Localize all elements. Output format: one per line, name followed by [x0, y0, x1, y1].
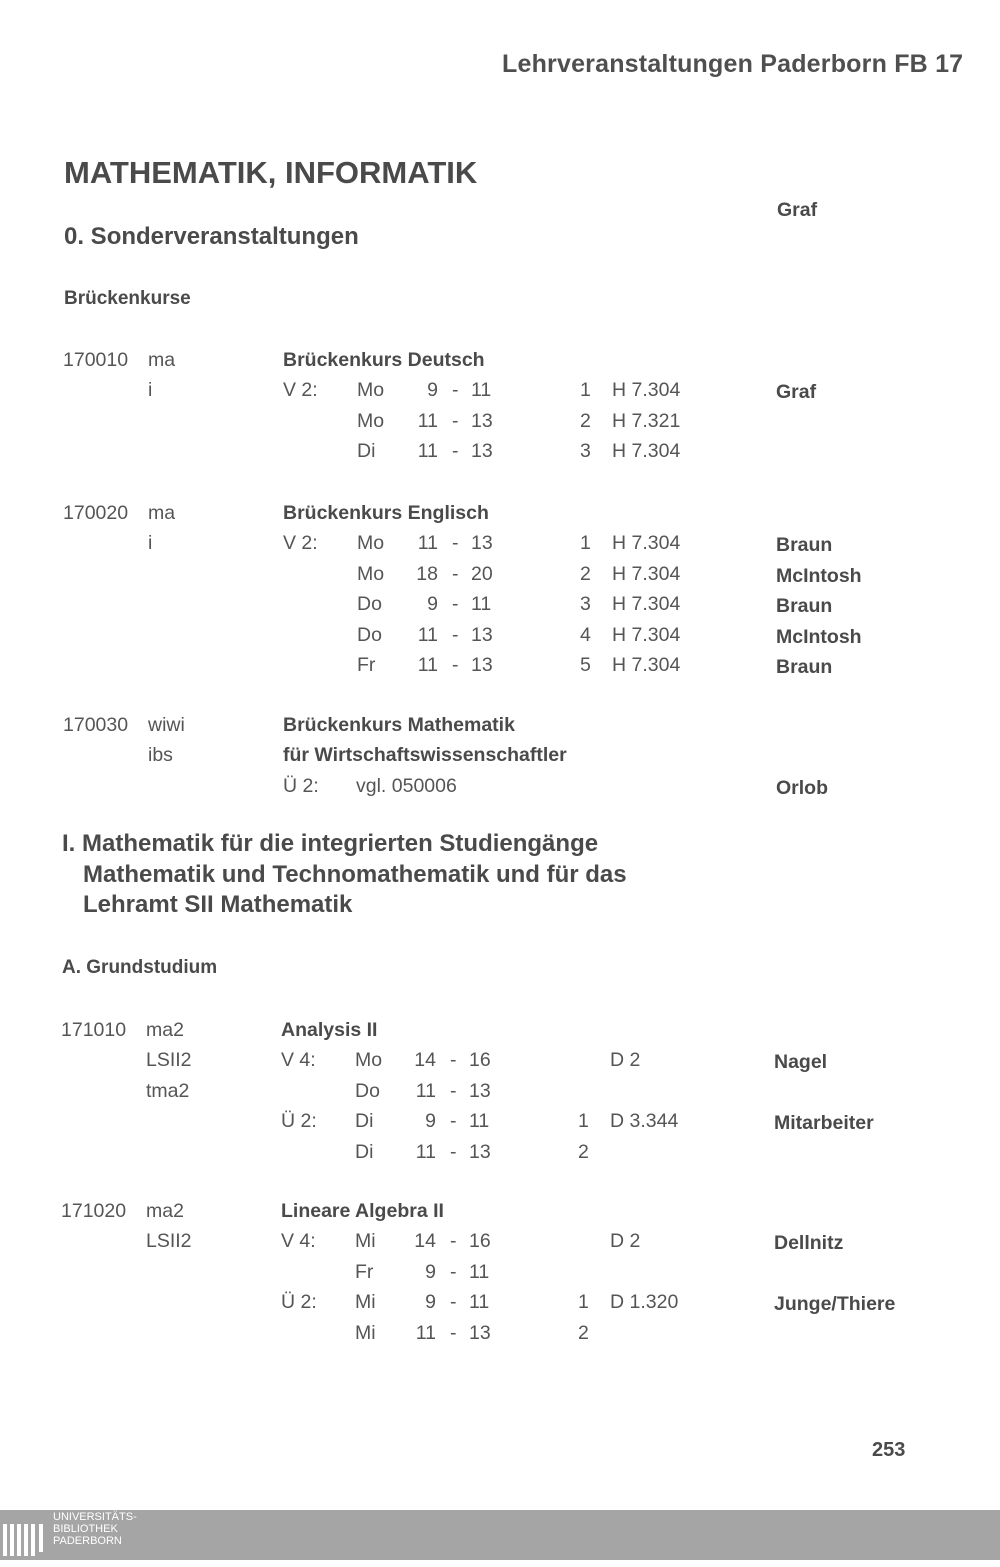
session-start-time: 14 [414, 1049, 436, 1072]
room: D 3.344 [610, 1110, 679, 1133]
library-name [53, 1511, 137, 1547]
section-0-subsection: Brückenkurse [64, 288, 191, 309]
course-code: ibs [148, 744, 173, 767]
room: H 7.304 [612, 440, 681, 463]
session-start-time: 9 [425, 1110, 436, 1133]
course-code: ma2 [146, 1019, 184, 1041]
course-number: 170010 [63, 349, 129, 371]
session-type: V 2: [283, 532, 318, 555]
session-start-time: 9 [427, 593, 438, 616]
footer-bar [0, 1510, 1000, 1560]
time-separator: - [450, 1291, 457, 1314]
lecturer: Graf [776, 381, 817, 404]
library-barcode-logo-icon [3, 1524, 45, 1556]
session-day: Fr [357, 654, 376, 676]
session-type: V 4: [281, 1049, 316, 1072]
session-end-time: 13 [471, 409, 493, 432]
section-1-title [62, 829, 627, 921]
lecturer: Dellnitz [774, 1232, 844, 1255]
session-day: Mo [357, 532, 385, 555]
course-number: 170020 [63, 502, 129, 524]
room: H 7.321 [612, 409, 681, 432]
time-separator: - [452, 593, 459, 616]
group-number: 2 [578, 1321, 589, 1344]
session-end-time: 16 [469, 1049, 491, 1072]
group-number: 1 [578, 1110, 589, 1133]
course-code: ma [148, 502, 176, 524]
session-end-time: 16 [469, 1230, 491, 1253]
course-number: 170030 [63, 714, 129, 736]
room: H 7.304 [612, 593, 681, 616]
group-number: 2 [578, 1140, 589, 1163]
session-end-time: 11 [471, 593, 492, 616]
session-start-time: 11 [415, 1140, 436, 1163]
group-number: 2 [580, 562, 591, 585]
room: D 2 [610, 1049, 641, 1072]
session-end-time: 11 [471, 379, 492, 402]
session-end-time: 13 [471, 532, 493, 555]
room: D 1.320 [610, 1291, 679, 1314]
course-code: ma [148, 349, 176, 371]
time-separator: - [450, 1140, 457, 1163]
session-day: Do [357, 593, 382, 616]
room: H 7.304 [612, 562, 681, 585]
course-title: für Wirtschaftswissenschaftler [283, 744, 567, 767]
course-number: 171020 [61, 1200, 127, 1222]
session-end-time: 13 [469, 1079, 491, 1102]
room: D 2 [610, 1230, 641, 1253]
group-number: 5 [580, 654, 591, 676]
chapter-title: MATHEMATIK, INFORMATIK [64, 155, 478, 190]
course-code: LSII2 [146, 1230, 192, 1253]
session-day: Fr [355, 1260, 374, 1283]
session-end-time: 13 [471, 654, 493, 676]
session-start-time: 9 [425, 1291, 436, 1314]
course-code: i [148, 379, 153, 402]
session-end-time: 13 [471, 623, 493, 646]
session-start-time: 11 [417, 532, 438, 555]
course-code: wiwi [148, 714, 185, 736]
session-end-time: 13 [469, 1321, 491, 1344]
lecturer: McIntosh [776, 625, 862, 648]
group-number: 1 [580, 532, 591, 555]
course-code: i [148, 532, 153, 555]
session-day: Mi [355, 1321, 376, 1344]
session-start-time: 9 [427, 379, 438, 402]
time-separator: - [452, 409, 459, 432]
session-end-time: 11 [469, 1291, 490, 1314]
session-day: Mo [355, 1049, 383, 1072]
time-separator: - [452, 623, 459, 646]
library-name-line: UNIVERSITÄTS- [53, 1511, 137, 1523]
session-day: Mi [355, 1230, 376, 1253]
time-separator: - [450, 1321, 457, 1344]
group-number: 1 [578, 1291, 589, 1314]
room: H 7.304 [612, 623, 681, 646]
session-type: Ü 2: [283, 774, 319, 797]
section-1-subsection: A. Grundstudium [62, 957, 218, 978]
time-separator: - [450, 1260, 457, 1283]
session-start-time: 9 [425, 1260, 436, 1283]
room: H 7.304 [612, 532, 681, 555]
lecturer: Braun [776, 534, 833, 557]
session-start-time: 11 [415, 1079, 436, 1102]
session-start-time: 11 [417, 623, 438, 646]
time-separator: - [450, 1230, 457, 1253]
session-day: Di [355, 1110, 374, 1133]
course-title: Lineare Algebra II [281, 1200, 444, 1222]
time-separator: - [452, 532, 459, 555]
library-name-line: PADERBORN [53, 1535, 122, 1547]
time-separator: - [452, 379, 459, 402]
session-end-time: 13 [471, 440, 493, 463]
section-1-title-line: Mathematik und Technomathematik und für das [83, 860, 627, 888]
time-separator: - [450, 1110, 457, 1133]
session-day: Do [357, 623, 382, 646]
room: H 7.304 [612, 379, 681, 402]
session-end-time: 20 [471, 562, 493, 585]
course-code: ma2 [146, 1200, 184, 1222]
session-type: Ü 2: [281, 1110, 317, 1133]
course-code: tma2 [146, 1079, 190, 1102]
session-start-time: 11 [415, 1321, 436, 1344]
library-name-line: BIBLIOTHEK [53, 1523, 118, 1535]
time-separator: - [452, 440, 459, 463]
lecturer: Nagel [774, 1051, 828, 1074]
session-end-time: 13 [469, 1140, 491, 1163]
lecturer: Braun [776, 656, 833, 678]
group-number: 3 [580, 593, 591, 616]
course-title: Brückenkurs Mathematik [283, 714, 515, 736]
lecturer: Junge/Thiere [774, 1293, 896, 1316]
lecturer: Mitarbeiter [774, 1112, 874, 1135]
session-day: Mo [357, 409, 385, 432]
session-day: Di [357, 440, 376, 463]
lecturer: Orlob [776, 776, 828, 799]
time-separator: - [452, 654, 459, 676]
course-title: Brückenkurs Englisch [283, 502, 489, 524]
course-title: Brückenkurs Deutsch [283, 349, 485, 371]
session-type: Ü 2: [281, 1291, 317, 1314]
lecturer: McIntosh [776, 564, 862, 587]
session-type: V 4: [281, 1230, 316, 1253]
page-number: 253 [872, 1439, 906, 1461]
group-number: 3 [580, 440, 591, 463]
session-type: V 2: [283, 379, 318, 402]
group-number: 4 [580, 623, 591, 646]
time-separator: - [452, 562, 459, 585]
group-number: 2 [580, 409, 591, 432]
chapter-coordinator: Graf [777, 199, 818, 221]
lecturer: Braun [776, 595, 833, 618]
session-day: Do [355, 1079, 380, 1102]
section-1-title-line: I. Mathematik für die integrierten Studiengänge [62, 830, 599, 857]
session-start-time: 11 [417, 409, 438, 432]
session-day: Mi [355, 1291, 376, 1314]
session-start-time: 18 [416, 562, 438, 585]
section-1-title-line: Lehramt SII Mathematik [83, 891, 353, 918]
session-start-time: 11 [417, 654, 438, 676]
room: H 7.304 [612, 654, 681, 676]
session-day: Mo [357, 562, 385, 585]
session-day: Di [355, 1140, 374, 1163]
cross-reference: vgl. 050006 [356, 774, 457, 797]
time-separator: - [450, 1049, 457, 1072]
time-separator: - [450, 1079, 457, 1102]
section-0-title: 0. Sonderveranstaltungen [64, 223, 359, 250]
course-title: Analysis II [281, 1019, 378, 1041]
session-start-time: 11 [417, 440, 438, 463]
session-end-time: 11 [469, 1260, 490, 1283]
course-code: LSII2 [146, 1049, 192, 1072]
course-number: 171010 [61, 1019, 127, 1041]
session-day: Mo [357, 379, 385, 402]
running-header: Lehrveranstaltungen Paderborn FB 17 [502, 50, 964, 78]
session-start-time: 14 [414, 1230, 436, 1253]
session-end-time: 11 [469, 1110, 490, 1133]
group-number: 1 [580, 379, 591, 402]
